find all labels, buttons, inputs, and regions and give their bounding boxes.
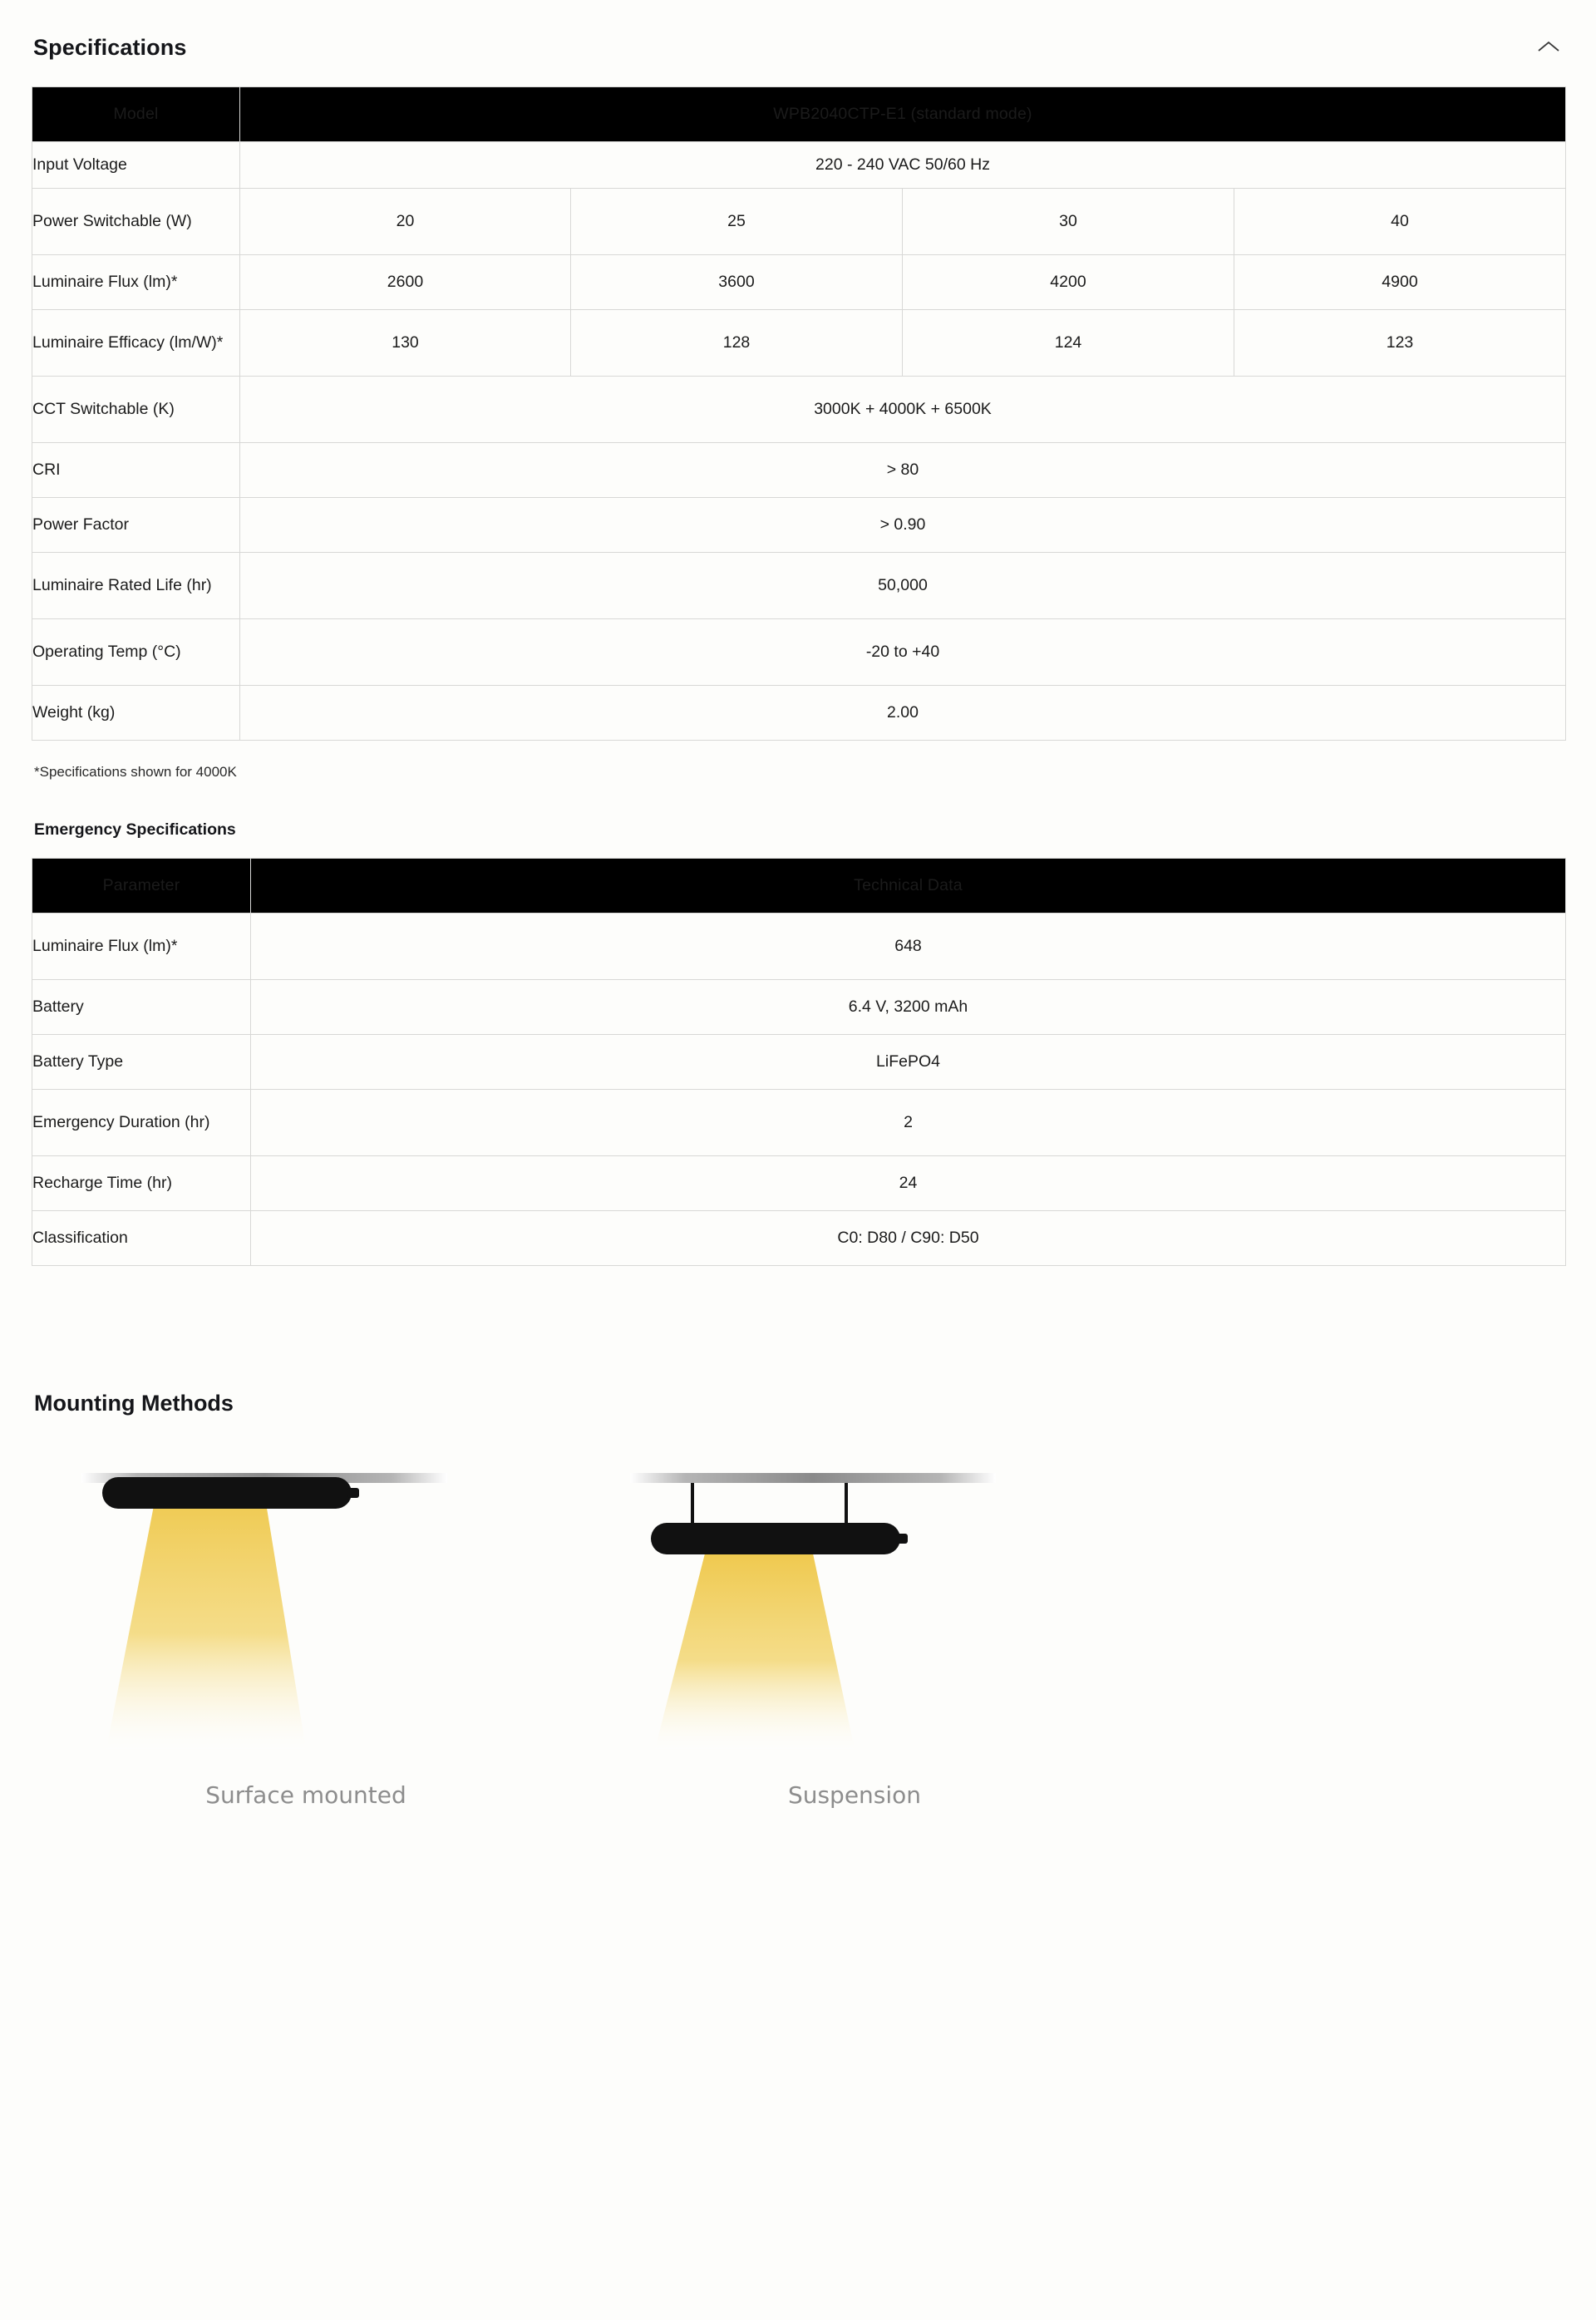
page-title: Specifications [33, 34, 187, 60]
specifications-footnote: *Specifications shown for 4000K [34, 764, 237, 780]
row-label: Weight (kg) [32, 686, 240, 741]
table-row [32, 310, 1566, 377]
row-value: 2600 [240, 255, 571, 310]
row-label: Battery Type [32, 1035, 251, 1090]
column-header-model: Model [32, 87, 240, 142]
table-row [32, 1035, 1566, 1090]
surface-mount-diagram [57, 1450, 555, 1782]
specifications-table [32, 86, 1566, 741]
row-label: Luminaire Efficacy (lm/W)* [32, 310, 240, 377]
row-value: -20 to +40 [240, 619, 1566, 686]
table-row [32, 1211, 1566, 1266]
row-value: 6.4 V, 3200 mAh [251, 980, 1566, 1035]
table-row [32, 377, 1566, 443]
row-label: Luminaire Rated Life (hr) [32, 553, 240, 619]
row-label: Luminaire Flux (lm)* [32, 255, 240, 310]
mounting-methods-title: Mounting Methods [34, 1391, 234, 1416]
row-value: 4200 [903, 255, 1234, 310]
row-value: 3000K + 4000K + 6500K [240, 377, 1566, 443]
row-label: Emergency Duration (hr) [32, 1090, 251, 1156]
row-label: CRI [32, 443, 240, 498]
emergency-specifications-title: Emergency Specifications [34, 820, 236, 839]
row-value: 3600 [571, 255, 903, 310]
row-value: 30 [903, 189, 1234, 255]
row-value: > 0.90 [240, 498, 1566, 553]
row-value: 220 - 240 VAC 50/60 Hz [240, 142, 1566, 189]
table-row [32, 553, 1566, 619]
table-row [32, 498, 1566, 553]
row-value: 4900 [1234, 255, 1566, 310]
row-value: 2 [251, 1090, 1566, 1156]
row-value: 24 [251, 1156, 1566, 1211]
list-item-caption: Surface mounted [205, 1781, 406, 1809]
row-value: 20 [240, 189, 571, 255]
table-row [32, 142, 1566, 189]
table-row [32, 686, 1566, 741]
row-value: > 80 [240, 443, 1566, 498]
table-header-row [32, 859, 1566, 914]
table-row [32, 980, 1566, 1035]
suspension-mount-diagram [605, 1450, 1104, 1782]
list-item [580, 1450, 1129, 1815]
table-row [32, 914, 1566, 980]
row-value: 124 [903, 310, 1234, 377]
row-value: 2.00 [240, 686, 1566, 741]
chevron-up-icon[interactable] [1534, 33, 1563, 62]
table-row [32, 189, 1566, 255]
row-value: 123 [1234, 310, 1566, 377]
table-row [32, 619, 1566, 686]
row-label: Luminaire Flux (lm)* [32, 914, 251, 980]
mounting-methods-list [32, 1450, 1564, 1815]
row-label: Operating Temp (°C) [32, 619, 240, 686]
row-label: Input Voltage [32, 142, 240, 189]
row-value: 128 [571, 310, 903, 377]
row-value: 25 [571, 189, 903, 255]
table-row [32, 1156, 1566, 1211]
row-label: Classification [32, 1211, 251, 1266]
list-item [32, 1450, 580, 1815]
row-label: Power Factor [32, 498, 240, 553]
row-label: Battery [32, 980, 251, 1035]
specifications-section-header [32, 33, 1564, 62]
row-label: Power Switchable (W) [32, 189, 240, 255]
row-label: Recharge Time (hr) [32, 1156, 251, 1211]
column-header-model-name: WPB2040CTP-E1 (standard mode) [240, 87, 1566, 142]
column-header-technical-data: Technical Data [251, 859, 1566, 914]
emergency-specifications-table [32, 858, 1566, 1266]
table-row [32, 443, 1566, 498]
row-value: 130 [240, 310, 571, 377]
table-row [32, 1090, 1566, 1156]
table-header-row [32, 87, 1566, 142]
row-value: LiFePO4 [251, 1035, 1566, 1090]
column-header-parameter: Parameter [32, 859, 251, 914]
list-item-caption: Suspension [787, 1781, 922, 1809]
row-value: C0: D80 / C90: D50 [251, 1211, 1566, 1266]
row-value: 40 [1234, 189, 1566, 255]
table-row [32, 255, 1566, 310]
row-label: CCT Switchable (K) [32, 377, 240, 443]
row-value: 50,000 [240, 553, 1566, 619]
row-value: 648 [251, 914, 1566, 980]
